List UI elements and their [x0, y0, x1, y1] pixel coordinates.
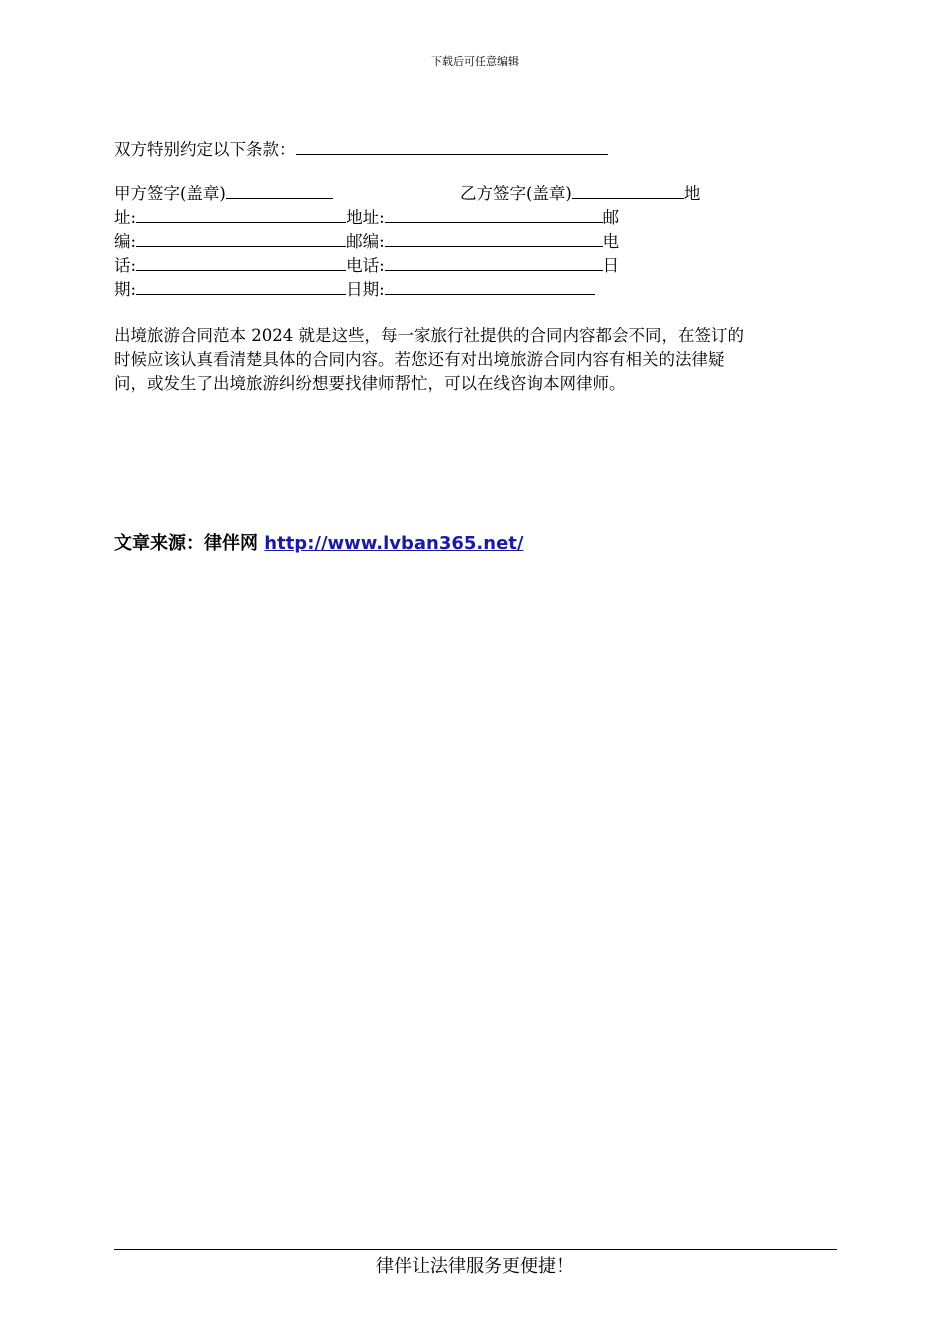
article-source — [114, 532, 523, 556]
signature-header-line — [114, 184, 333, 204]
closing-paragraph-line: 时候应该认真看清楚具体的合同内容。若您还有对出境旅游合同内容有相关的法律疑 — [114, 350, 725, 369]
party-a-postcode-blank[interactable] — [136, 232, 346, 247]
party-b-wrap-char: 地 — [683, 184, 701, 203]
party-a-sign-blank[interactable] — [226, 184, 333, 199]
phone-row — [114, 256, 619, 276]
address-row — [114, 208, 619, 228]
closing-paragraph-line: 出境旅游合同范本 2024 就是这些，每一家旅行社提供的合同内容都会不同，在签订的 — [114, 326, 744, 345]
party-b-phone-blank[interactable] — [385, 256, 603, 271]
party-b-postcode-blank[interactable] — [385, 232, 603, 247]
closing-paragraph-line: 问，或发生了出境旅游纠纷想要找律师帮忙，可以在线咨询本网律师。 — [114, 374, 626, 393]
address-row-head: 址: — [114, 208, 137, 227]
party-b-sign-line — [460, 184, 700, 204]
address-row-tail: 邮 — [602, 208, 620, 227]
article-source-label: 文章来源：律伴网 — [114, 533, 265, 554]
page-header-note: 下载后可任意编辑 — [431, 55, 519, 68]
special-terms-label: 双方特别约定以下条款： — [114, 140, 296, 159]
party-a-address-blank[interactable] — [136, 208, 346, 223]
postcode-row-tail: 电 — [602, 232, 620, 251]
party-a-date-blank[interactable] — [136, 280, 346, 295]
party-a-sign-label: 甲方签字(盖章) — [114, 184, 226, 203]
party-b-date-blank[interactable] — [385, 280, 595, 295]
address-label: 地址: — [346, 208, 385, 227]
date-label: 日期: — [346, 280, 385, 299]
postcode-row-head: 编: — [114, 232, 137, 251]
date-row-head: 期: — [114, 280, 137, 299]
phone-row-tail: 日 — [602, 256, 620, 275]
party-a-phone-blank[interactable] — [136, 256, 346, 271]
footer-slogan: 律伴让法律服务更便捷！ — [376, 1256, 574, 1277]
special-terms-blank[interactable] — [296, 140, 608, 155]
closing-paragraph — [114, 324, 834, 396]
postcode-row — [114, 232, 619, 252]
phone-label: 电话: — [346, 256, 385, 275]
party-b-address-blank[interactable] — [385, 208, 603, 223]
date-row — [114, 280, 595, 300]
article-source-link[interactable]: http://www.lvban365.net/ — [264, 533, 524, 554]
party-b-sign-label: 乙方签字(盖章) — [460, 184, 572, 203]
postcode-label: 邮编: — [346, 232, 385, 251]
special-terms-line — [114, 140, 608, 160]
phone-row-head: 话: — [114, 256, 137, 275]
party-b-sign-blank[interactable] — [572, 184, 684, 199]
footer-divider — [114, 1249, 837, 1250]
